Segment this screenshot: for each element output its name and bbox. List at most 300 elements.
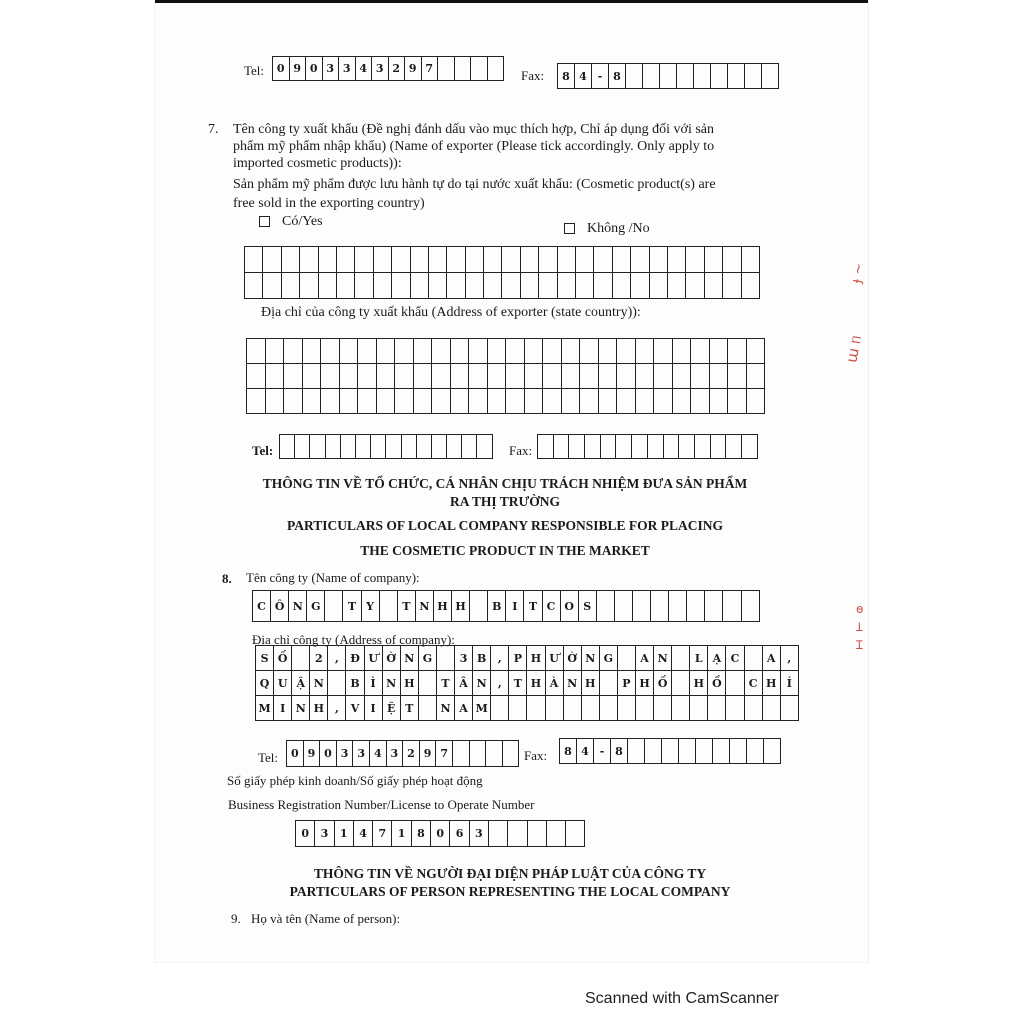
grid-cell[interactable]: [392, 247, 410, 273]
grid-cell[interactable]: [284, 389, 303, 414]
grid-cell[interactable]: [562, 364, 581, 389]
grid-cell[interactable]: [745, 646, 763, 671]
grid-cell[interactable]: N: [582, 646, 600, 671]
grid-cell[interactable]: [506, 364, 525, 389]
grid-cell[interactable]: 0: [287, 741, 304, 767]
grid-cell[interactable]: [582, 696, 600, 721]
grid-cell[interactable]: [576, 273, 594, 299]
grid-cell[interactable]: N: [383, 671, 401, 696]
grid-cell[interactable]: [636, 364, 655, 389]
grid-cell[interactable]: [679, 435, 695, 459]
grid-cell[interactable]: [395, 389, 414, 414]
grid-cell[interactable]: [374, 273, 392, 299]
grid-cell[interactable]: [484, 273, 502, 299]
grid-cell[interactable]: [654, 364, 673, 389]
grid-cell[interactable]: 8: [609, 64, 626, 89]
grid-cell[interactable]: [643, 64, 660, 89]
grid-cell[interactable]: [694, 64, 711, 89]
grid-cell[interactable]: G: [419, 646, 437, 671]
grid-cell[interactable]: [432, 435, 447, 459]
grid-cell[interactable]: 0: [306, 57, 323, 81]
grid-cell[interactable]: [325, 591, 343, 622]
grid-cell[interactable]: P: [618, 671, 636, 696]
grid-cell[interactable]: [601, 435, 617, 459]
grid-cell[interactable]: [280, 435, 295, 459]
grid-cell[interactable]: [672, 696, 690, 721]
grid-cell[interactable]: [377, 364, 396, 389]
grid-cell[interactable]: 7: [422, 57, 439, 81]
grid-cell[interactable]: A: [455, 696, 473, 721]
grid-cell[interactable]: 0: [320, 741, 337, 767]
grid-cell[interactable]: 3: [323, 57, 340, 81]
grid-cell[interactable]: [419, 671, 437, 696]
grid-cell[interactable]: ,: [328, 646, 346, 671]
grid-cell[interactable]: [469, 339, 488, 364]
grid-cell[interactable]: [292, 646, 310, 671]
grid-cell[interactable]: [723, 591, 741, 622]
grid-cell[interactable]: 3: [315, 821, 334, 847]
grid-cell[interactable]: 9: [405, 57, 422, 81]
grid-cell[interactable]: [374, 247, 392, 273]
grid-cell[interactable]: [562, 389, 581, 414]
grid-cell[interactable]: [618, 646, 636, 671]
grid-cell[interactable]: [469, 389, 488, 414]
grid-cell[interactable]: [538, 435, 554, 459]
grid-cell[interactable]: [580, 339, 599, 364]
grid-cell[interactable]: N: [310, 671, 328, 696]
grid-cell[interactable]: 4: [354, 821, 373, 847]
grid-cell[interactable]: 0: [431, 821, 450, 847]
grid-cell[interactable]: [447, 247, 465, 273]
grid-cell[interactable]: T: [437, 671, 455, 696]
grid-cell[interactable]: H: [310, 696, 328, 721]
grid-cell[interactable]: S: [579, 591, 597, 622]
grid-cell[interactable]: [437, 646, 455, 671]
grid-cell[interactable]: 1: [335, 821, 354, 847]
no-checkbox[interactable]: [564, 223, 575, 234]
grid-cell[interactable]: [615, 591, 633, 622]
grid-cell[interactable]: [284, 339, 303, 364]
grid-cell[interactable]: S: [256, 646, 274, 671]
grid-cell[interactable]: [762, 64, 779, 89]
grid-cell[interactable]: 8: [412, 821, 431, 847]
grid-cell[interactable]: Ư: [546, 646, 564, 671]
grid-cell[interactable]: [282, 273, 300, 299]
grid-cell[interactable]: [358, 364, 377, 389]
grid-cell[interactable]: N: [473, 671, 491, 696]
grid-cell[interactable]: [686, 247, 704, 273]
grid-cell[interactable]: 9: [304, 741, 321, 767]
grid-cell[interactable]: [484, 247, 502, 273]
grid-cell[interactable]: U: [274, 671, 292, 696]
grid-cell[interactable]: [580, 389, 599, 414]
grid-cell[interactable]: [539, 273, 557, 299]
grid-cell[interactable]: H: [452, 591, 470, 622]
grid-cell[interactable]: [664, 435, 680, 459]
grid-cell[interactable]: [728, 339, 747, 364]
grid-cell[interactable]: [669, 591, 687, 622]
grid-cell[interactable]: À: [546, 671, 564, 696]
grid-cell[interactable]: [654, 696, 672, 721]
grid-cell[interactable]: O: [561, 591, 579, 622]
grid-cell[interactable]: [491, 696, 509, 721]
grid-cell[interactable]: [471, 57, 488, 81]
grid-cell[interactable]: 3: [455, 646, 473, 671]
grid-cell[interactable]: [710, 339, 729, 364]
grid-cell[interactable]: [488, 389, 507, 414]
grid-cell[interactable]: [599, 364, 618, 389]
grid-cell[interactable]: [402, 435, 417, 459]
grid-cell[interactable]: [310, 435, 325, 459]
grid-cell[interactable]: [321, 339, 340, 364]
grid-cell[interactable]: [355, 273, 373, 299]
grid-cell[interactable]: 3: [337, 741, 354, 767]
grid-cell[interactable]: [645, 739, 662, 764]
grid-cell[interactable]: [562, 339, 581, 364]
license-number-grid[interactable]: [295, 820, 585, 847]
grid-cell[interactable]: 8: [558, 64, 575, 89]
grid-cell[interactable]: [747, 339, 766, 364]
company-address-grid[interactable]: [255, 645, 799, 721]
grid-cell[interactable]: [633, 591, 651, 622]
grid-cell[interactable]: Ố: [274, 646, 292, 671]
grid-cell[interactable]: [679, 739, 696, 764]
grid-cell[interactable]: [447, 435, 462, 459]
grid-cell[interactable]: H: [434, 591, 452, 622]
grid-cell[interactable]: 0: [296, 821, 315, 847]
grid-cell[interactable]: [597, 591, 615, 622]
grid-cell[interactable]: [503, 741, 520, 767]
grid-cell[interactable]: [677, 64, 694, 89]
grid-cell[interactable]: [319, 247, 337, 273]
grid-cell[interactable]: [469, 364, 488, 389]
grid-cell[interactable]: N: [292, 696, 310, 721]
grid-cell[interactable]: [742, 273, 760, 299]
grid-cell[interactable]: [781, 696, 799, 721]
grid-cell[interactable]: [617, 364, 636, 389]
grid-cell[interactable]: [508, 821, 527, 847]
grid-cell[interactable]: Ồ: [708, 671, 726, 696]
grid-cell[interactable]: [594, 273, 612, 299]
grid-cell[interactable]: [726, 435, 742, 459]
grid-cell[interactable]: [337, 247, 355, 273]
grid-cell[interactable]: [414, 389, 433, 414]
grid-cell[interactable]: C: [253, 591, 271, 622]
grid-cell[interactable]: [763, 696, 781, 721]
yes-checkbox[interactable]: [259, 216, 270, 227]
grid-cell[interactable]: [648, 435, 664, 459]
grid-cell[interactable]: 3: [353, 741, 370, 767]
grid-cell[interactable]: [616, 435, 632, 459]
grid-cell[interactable]: [730, 739, 747, 764]
grid-cell[interactable]: [543, 364, 562, 389]
grid-cell[interactable]: [668, 273, 686, 299]
grid-cell[interactable]: P: [509, 646, 527, 671]
company-fax-grid[interactable]: [559, 738, 781, 764]
grid-cell[interactable]: B: [473, 646, 491, 671]
grid-cell[interactable]: ,: [328, 696, 346, 721]
grid-cell[interactable]: Ậ: [292, 671, 310, 696]
grid-cell[interactable]: 7: [373, 821, 392, 847]
grid-cell[interactable]: [691, 389, 710, 414]
grid-cell[interactable]: ,: [781, 646, 799, 671]
grid-cell[interactable]: [355, 247, 373, 273]
grid-cell[interactable]: [300, 247, 318, 273]
grid-cell[interactable]: [466, 247, 484, 273]
grid-cell[interactable]: [521, 247, 539, 273]
grid-cell[interactable]: [617, 339, 636, 364]
grid-cell[interactable]: [341, 435, 356, 459]
grid-cell[interactable]: [600, 696, 618, 721]
grid-cell[interactable]: [328, 671, 346, 696]
grid-cell[interactable]: [711, 64, 728, 89]
grid-cell[interactable]: [554, 435, 570, 459]
grid-cell[interactable]: N: [437, 696, 455, 721]
grid-cell[interactable]: [695, 435, 711, 459]
grid-cell[interactable]: N: [289, 591, 307, 622]
grid-cell[interactable]: 1: [392, 821, 411, 847]
grid-cell[interactable]: H: [690, 671, 708, 696]
grid-cell[interactable]: 8: [611, 739, 628, 764]
grid-cell[interactable]: [708, 696, 726, 721]
grid-cell[interactable]: [613, 273, 631, 299]
grid-cell[interactable]: [358, 339, 377, 364]
grid-cell[interactable]: [321, 389, 340, 414]
grid-cell[interactable]: [599, 389, 618, 414]
grid-cell[interactable]: L: [690, 646, 708, 671]
company-tel-grid[interactable]: [286, 740, 519, 767]
grid-cell[interactable]: [411, 273, 429, 299]
grid-cell[interactable]: [247, 389, 266, 414]
grid-cell[interactable]: [466, 273, 484, 299]
grid-cell[interactable]: Ô: [271, 591, 289, 622]
grid-cell[interactable]: 3: [372, 57, 389, 81]
no-option[interactable]: [564, 221, 650, 237]
grid-cell[interactable]: Y: [362, 591, 380, 622]
grid-cell[interactable]: [747, 389, 766, 414]
grid-cell[interactable]: N: [416, 591, 434, 622]
grid-cell[interactable]: [654, 339, 673, 364]
grid-cell[interactable]: [691, 364, 710, 389]
grid-cell[interactable]: 4: [575, 64, 592, 89]
grid-cell[interactable]: [525, 364, 544, 389]
grid-cell[interactable]: [745, 696, 763, 721]
grid-cell[interactable]: B: [488, 591, 506, 622]
grid-cell[interactable]: [569, 435, 585, 459]
grid-cell[interactable]: [599, 339, 618, 364]
grid-cell[interactable]: [470, 591, 488, 622]
grid-cell[interactable]: I: [365, 696, 383, 721]
grid-cell[interactable]: Đ: [346, 646, 364, 671]
grid-cell[interactable]: [377, 389, 396, 414]
grid-cell[interactable]: [488, 364, 507, 389]
grid-cell[interactable]: [576, 247, 594, 273]
grid-cell[interactable]: I: [506, 591, 524, 622]
grid-cell[interactable]: [617, 389, 636, 414]
grid-cell[interactable]: [673, 389, 692, 414]
grid-cell[interactable]: 2: [389, 57, 406, 81]
grid-cell[interactable]: T: [343, 591, 361, 622]
grid-cell[interactable]: [300, 273, 318, 299]
grid-cell[interactable]: [742, 247, 760, 273]
grid-cell[interactable]: -: [594, 739, 611, 764]
grid-cell[interactable]: [451, 364, 470, 389]
grid-cell[interactable]: A: [763, 646, 781, 671]
grid-cell[interactable]: H: [527, 671, 545, 696]
grid-cell[interactable]: [726, 671, 744, 696]
grid-cell[interactable]: [386, 435, 401, 459]
grid-cell[interactable]: [411, 247, 429, 273]
grid-cell[interactable]: 0: [273, 57, 290, 81]
grid-cell[interactable]: [447, 273, 465, 299]
grid-cell[interactable]: [696, 739, 713, 764]
grid-cell[interactable]: 2: [310, 646, 328, 671]
grid-cell[interactable]: H: [636, 671, 654, 696]
grid-cell[interactable]: [417, 435, 432, 459]
tel-box-grid[interactable]: [272, 56, 504, 81]
grid-cell[interactable]: [432, 364, 451, 389]
grid-cell[interactable]: [455, 57, 472, 81]
grid-cell[interactable]: [419, 696, 437, 721]
grid-cell[interactable]: [690, 696, 708, 721]
grid-cell[interactable]: [728, 364, 747, 389]
grid-cell[interactable]: [594, 247, 612, 273]
grid-cell[interactable]: 2: [403, 741, 420, 767]
grid-cell[interactable]: [245, 273, 263, 299]
grid-cell[interactable]: [247, 364, 266, 389]
grid-cell[interactable]: [295, 435, 310, 459]
grid-cell[interactable]: [303, 339, 322, 364]
grid-cell[interactable]: [558, 247, 576, 273]
grid-cell[interactable]: T: [509, 671, 527, 696]
grid-cell[interactable]: G: [600, 646, 618, 671]
grid-cell[interactable]: M: [256, 696, 274, 721]
company-name-grid[interactable]: [252, 590, 760, 622]
grid-cell[interactable]: [340, 364, 359, 389]
grid-cell[interactable]: Ệ: [383, 696, 401, 721]
grid-cell[interactable]: 3: [470, 821, 489, 847]
grid-cell[interactable]: [266, 339, 285, 364]
grid-cell[interactable]: Â: [455, 671, 473, 696]
grid-cell[interactable]: [489, 821, 508, 847]
grid-cell[interactable]: [477, 435, 492, 459]
grid-cell[interactable]: [710, 389, 729, 414]
grid-cell[interactable]: [747, 739, 764, 764]
grid-cell[interactable]: [488, 57, 505, 81]
grid-cell[interactable]: T: [524, 591, 542, 622]
grid-cell[interactable]: 4: [577, 739, 594, 764]
grid-cell[interactable]: [395, 339, 414, 364]
exporter-fax-grid[interactable]: [537, 434, 758, 459]
grid-cell[interactable]: B: [346, 671, 364, 696]
grid-cell[interactable]: Ạ: [708, 646, 726, 671]
grid-cell[interactable]: [673, 339, 692, 364]
grid-cell[interactable]: Ì: [365, 671, 383, 696]
grid-cell[interactable]: [488, 339, 507, 364]
grid-cell[interactable]: V: [346, 696, 364, 721]
grid-cell[interactable]: [626, 64, 643, 89]
grid-cell[interactable]: [687, 591, 705, 622]
grid-cell[interactable]: I: [274, 696, 292, 721]
grid-cell[interactable]: [705, 247, 723, 273]
fax-box-grid[interactable]: [557, 63, 779, 89]
grid-cell[interactable]: 6: [450, 821, 469, 847]
grid-cell[interactable]: [303, 364, 322, 389]
grid-cell[interactable]: [380, 591, 398, 622]
grid-cell[interactable]: [705, 273, 723, 299]
grid-cell[interactable]: T: [401, 696, 419, 721]
grid-cell[interactable]: [672, 646, 690, 671]
grid-cell[interactable]: [392, 273, 410, 299]
exporter-name-grid[interactable]: [244, 246, 760, 299]
grid-cell[interactable]: A: [636, 646, 654, 671]
grid-cell[interactable]: [705, 591, 723, 622]
grid-cell[interactable]: [580, 364, 599, 389]
grid-cell[interactable]: [650, 273, 668, 299]
grid-cell[interactable]: [710, 364, 729, 389]
grid-cell[interactable]: [395, 364, 414, 389]
grid-cell[interactable]: [691, 339, 710, 364]
grid-cell[interactable]: [527, 696, 545, 721]
grid-cell[interactable]: [636, 339, 655, 364]
grid-cell[interactable]: H: [582, 671, 600, 696]
grid-cell[interactable]: T: [398, 591, 416, 622]
grid-cell[interactable]: [340, 339, 359, 364]
grid-cell[interactable]: [742, 591, 760, 622]
grid-cell[interactable]: H: [527, 646, 545, 671]
grid-cell[interactable]: [371, 435, 386, 459]
grid-cell[interactable]: [502, 247, 520, 273]
grid-cell[interactable]: [451, 339, 470, 364]
grid-cell[interactable]: Ố: [654, 671, 672, 696]
grid-cell[interactable]: [747, 364, 766, 389]
grid-cell[interactable]: ,: [491, 671, 509, 696]
yes-option[interactable]: [259, 214, 323, 230]
grid-cell[interactable]: [432, 339, 451, 364]
grid-cell[interactable]: Q: [256, 671, 274, 696]
grid-cell[interactable]: C: [726, 646, 744, 671]
grid-cell[interactable]: [632, 435, 648, 459]
grid-cell[interactable]: [662, 739, 679, 764]
grid-cell[interactable]: [528, 821, 547, 847]
grid-cell[interactable]: [451, 389, 470, 414]
grid-cell[interactable]: [462, 435, 477, 459]
grid-cell[interactable]: [631, 247, 649, 273]
grid-cell[interactable]: [672, 671, 690, 696]
grid-cell[interactable]: [326, 435, 341, 459]
grid-cell[interactable]: 4: [370, 741, 387, 767]
grid-cell[interactable]: [742, 435, 758, 459]
grid-cell[interactable]: -: [592, 64, 609, 89]
grid-cell[interactable]: [525, 389, 544, 414]
grid-cell[interactable]: N: [564, 671, 582, 696]
grid-cell[interactable]: C: [745, 671, 763, 696]
grid-cell[interactable]: [282, 247, 300, 273]
grid-cell[interactable]: [660, 64, 677, 89]
grid-cell[interactable]: [453, 741, 470, 767]
grid-cell[interactable]: [564, 696, 582, 721]
grid-cell[interactable]: [319, 273, 337, 299]
grid-cell[interactable]: [509, 696, 527, 721]
grid-cell[interactable]: H: [401, 671, 419, 696]
grid-cell[interactable]: 9: [290, 57, 307, 81]
grid-cell[interactable]: [337, 273, 355, 299]
grid-cell[interactable]: [438, 57, 455, 81]
grid-cell[interactable]: [636, 696, 654, 721]
grid-cell[interactable]: [650, 247, 668, 273]
grid-cell[interactable]: 9: [420, 741, 437, 767]
grid-cell[interactable]: ,: [491, 646, 509, 671]
